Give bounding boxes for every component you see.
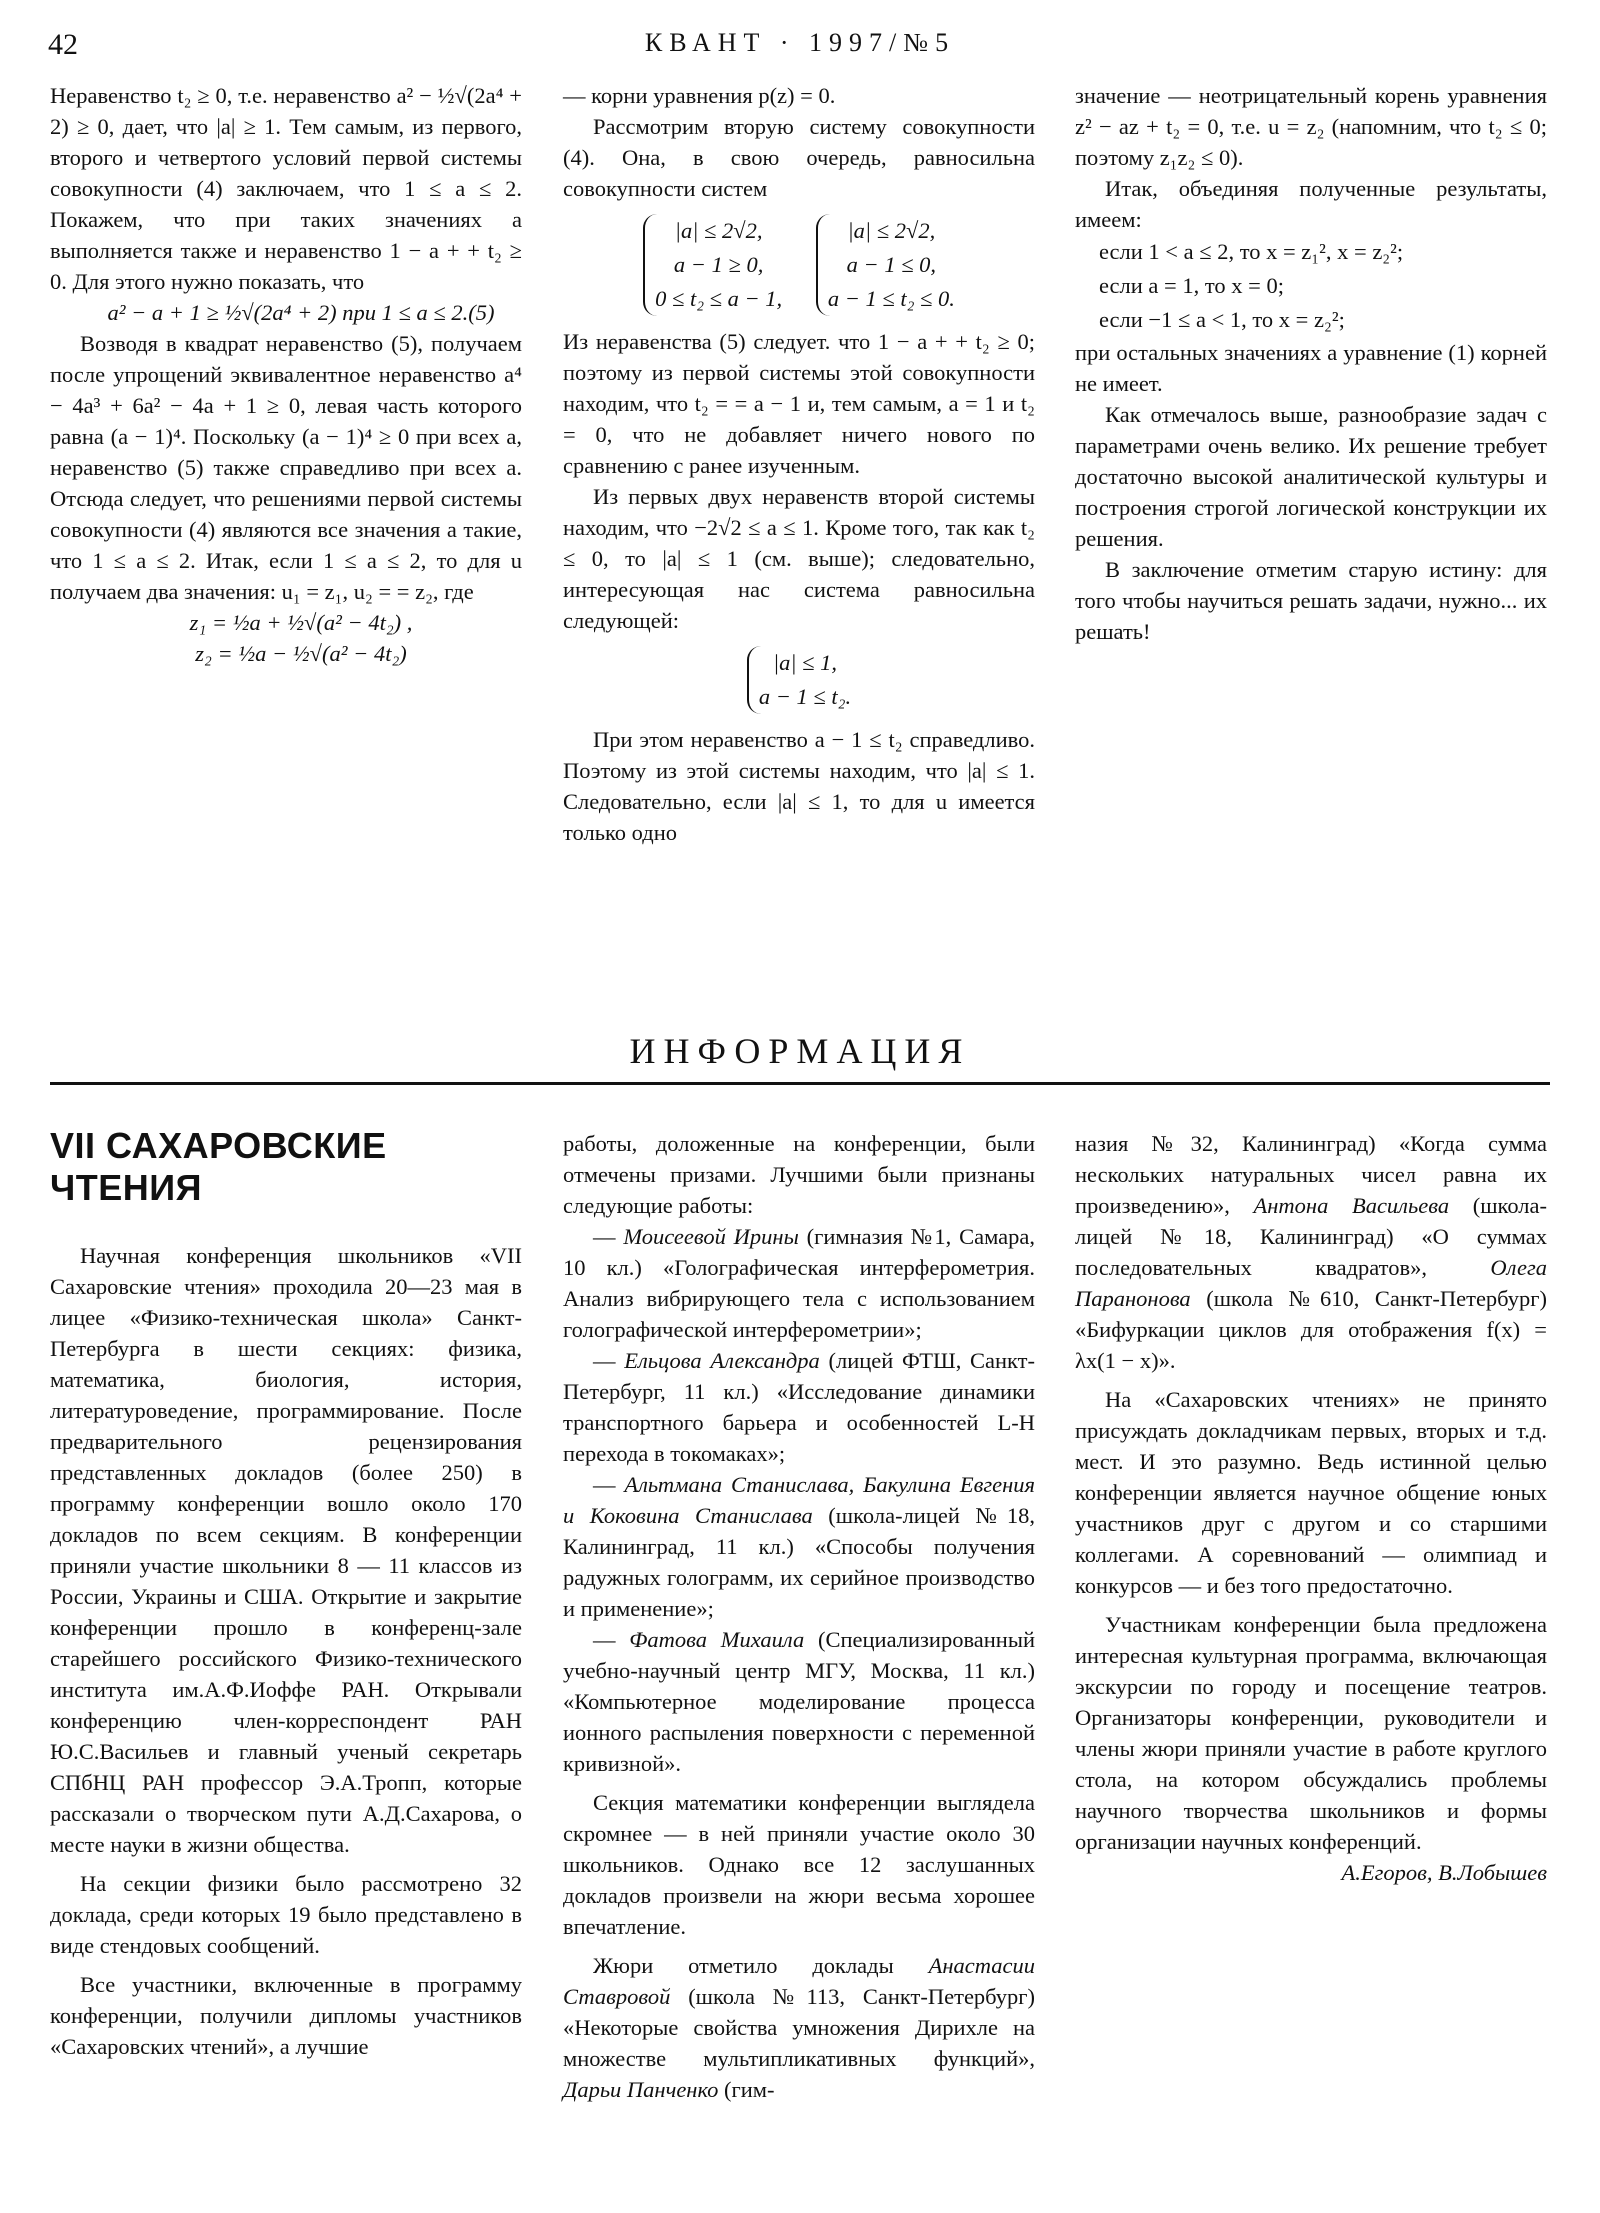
paragraph: — корни уравнения p(z) = 0. (563, 83, 836, 108)
system-line: |a| ≤ 1, (772, 650, 838, 675)
upper-column-1 (50, 80, 522, 669)
equation-system (643, 214, 782, 316)
case-line: если −1 ≤ a < 1, то x = z₂²; (1099, 307, 1345, 332)
text-run: (гим- (718, 2077, 775, 2102)
system-line: a − 1 ≤ 0, (846, 252, 937, 277)
paragraph: при остальных значениях a уравнение (1) корней не имеет. (1075, 340, 1547, 396)
paragraph: На секции физики было рассмотрено 32 доклада, среди которых 19 было представлено в виде стендовых сообщений. (50, 1871, 522, 1958)
paragraph (563, 1950, 1035, 2105)
award-entry: — Моисеевой Ирины (гимназия №1, Самара, 10 кл.) «Голографическая интерферометрия. Анализ вибрирующего тела с использованием голографической интерферометрии»; (563, 1224, 1035, 1342)
system-line: a − 1 ≥ 0, (673, 252, 764, 277)
award-entry: — Альтмана Станислава, Бакулина Евгения и Коковина Станислава (школа-лицей №18, Калининград, 11 кл.) «Способы получения радужных голограмм, их серийное производство и применение»; (563, 1472, 1036, 1621)
paragraph: Из неравенства (5) следует. что 1 − a + + t₂ ≥ 0; поэтому из первой системы этой совокупности находим, что t₂ = = a − 1 и, тем самым, a = 1 и t₂ = 0, что не добавляет ничего нового по сравнению с ранее изученным. (563, 329, 1035, 478)
system-line: |a| ≤ 2√2, (847, 218, 936, 243)
author-name: Олега Паранонова (1075, 1255, 1547, 1311)
system-line: a − 1 ≤ t₂. (758, 684, 852, 709)
author-name: Антона Васильева (1253, 1193, 1450, 1218)
system-line: a − 1 ≤ t₂ ≤ 0. (827, 286, 955, 311)
upper-column-2 (563, 80, 1035, 848)
formula: a² − a + 1 ≥ ½√(2a⁴ + 2) при 1 ≤ a ≤ 2.(5) (107, 300, 495, 325)
paragraph (1075, 1128, 1547, 1376)
award-entry: — Ельцова Александра (лицей ФТШ, Санкт-Петербург, 11 кл.) «Исследование динамики транспортного барьера и особенностей L-H перехода в токомаках»; (563, 1348, 1036, 1466)
article-column-2 (563, 1128, 1035, 2105)
article-heading (50, 1125, 490, 1209)
running-head: КВАНТ · 1997/№5 (644, 28, 956, 57)
paragraph: Неравенство t₂ ≥ 0, т.е. неравенство a² − ½√(2a⁴ + 2) ≥ 0, дает, что |a| ≥ 1. Тем самым, из первого, второго и четвертого условий первой системы совокупности (4) заключаем, что 1 ≤ a ≤ 2. Покажем, что при таких значениях a выполняется также и неравенство 1 − a + + t₂ ≥ 0. Для этого нужно показать, что (50, 83, 522, 294)
equation-system-wrapper (563, 646, 1035, 714)
award-text: (школа-лицей №18, Калининград, 11 кл.) «Способы получения радужных голограмм, их серийное производство и применение»; (563, 1503, 1035, 1621)
paragraph: работы, доложенные на конференции, были отмечены призами. Лучшими были признаны следующие работы: (563, 1131, 1035, 1218)
paragraph: Участникам конференции была предложена интересная культурная программа, включающая экскурсии по городу и посещение театров. Организаторы конференции, руководители и члены жюри приняли участие в работе круглого стола, на котором обсуждались проблемы научного творчества школьников и формы организации научных конференций. (1075, 1612, 1547, 1854)
article-column-1 (50, 1240, 522, 2062)
system-of-systems (563, 214, 1035, 316)
author-name: Фатова Михаила (629, 1627, 805, 1652)
paragraph: Все участники, включенные в программу конференции, получили дипломы участников «Сахаровских чтений», а лучшие (50, 1972, 522, 2059)
award-text: (гимназия №1, Самара, 10 кл.) «Голографическая интерферометрия. Анализ вибрирующего тела с использованием голографической интерферометрии»; (563, 1224, 1035, 1342)
award-entry: — Фатова Михаила (Специализированный учебно-научный центр МГУ, Москва, 11 кл.) «Компьютерное моделирование процесса ионного распыления поверхности с переменной кривизной». (563, 1627, 1036, 1776)
paragraph: Из первых двух неравенств второй системы находим, что −2√2 ≤ a ≤ 1. Кроме того, так как t₂ ≤ 0, то |a| ≤ 1 (см. выше); следовательно, интересующая нас система равносильна следующей: (563, 484, 1035, 633)
formula: z₁ = ½a + ½√(a² − 4t₂) , (189, 610, 413, 635)
section-divider (50, 1082, 1550, 1085)
paragraph: Как отмечалось выше, разнообразие задач с параметрами очень велико. Их решение требует достаточно высокой аналитической культуры и построения строгой логической конструкции их решения. (1075, 402, 1547, 551)
article-column-3 (1075, 1128, 1547, 1888)
system-line: |a| ≤ 2√2, (674, 218, 763, 243)
page-number: 42 (48, 28, 78, 61)
award-text: (лицей ФТШ, Санкт-Петербург, 11 кл.) «Исследование динамики транспортного барьера и особенностей L-H перехода в токомаках»; (563, 1348, 1036, 1466)
paragraph: значение — неотрицательный корень уравнения z² − az + t₂ = 0, т.е. u = z₂ (напомним, что t₂ ≤ 0; поэтому z₁z₂ ≤ 0). (1075, 83, 1547, 170)
article-heading-line: ЧТЕНИЯ (50, 1167, 203, 1208)
system-line: 0 ≤ t₂ ≤ a − 1, (655, 286, 783, 311)
text-run: (школа №113, Санкт-Петербург) «Некоторые свойства умножения Дирихле на множестве мультипликативных функций», (563, 1984, 1035, 2071)
author-name: Анастасии Ставровой (563, 1953, 1035, 2009)
paragraph: На «Сахаровских чтениях» не принято присуждать докладчикам первых, вторых и т.д. мест. И это разумно. Ведь истинной целью конференции является научное общение юных участников друг с другом и со старшими коллегами. А соревнований — олимпиад и конкурсов — и без того предостаточно. (1075, 1387, 1547, 1598)
text-run: назия №32, Калининград) «Когда сумма нескольких натуральных чисел равна их произведению», (1075, 1131, 1547, 1218)
text-run: (школа №610, Санкт-Петербург) «Бифуркации циклов для отображения f(x) = λx(1 − x)». (1075, 1286, 1547, 1373)
formula: z₂ = ½a − ½√(a² − 4t₂) (195, 641, 407, 666)
case-line: если 1 < a ≤ 2, то x = z₁², x = z₂²; (1099, 239, 1404, 264)
signature: А.Егоров, В.Лобышев (1341, 1860, 1547, 1885)
paragraph: Возводя в квадрат неравенство (5), получаем после упрощений эквивалентное неравенство a⁴ − 4a³ + 6a² − 4a + 1 ≥ 0, левая часть которого равна (a − 1)⁴. Поскольку (a − 1)⁴ ≥ 0 при всех a, неравенство (5) также справедливо при всех a. Отсюда следует, что решениями первой системы совокупности (4) являются все значения a такие, что 1 ≤ a ≤ 2. Итак, если 1 ≤ a ≤ 2, то для u получаем два значения: u₁ = z₁, u₂ = = z₂, где (50, 331, 522, 604)
text-run: Жюри отметило доклады (593, 1953, 929, 1978)
paragraph: Рассмотрим вторую систему совокупности (4). Она, в свою очередь, равносильна совокупности систем (563, 114, 1035, 201)
case-list (1075, 235, 1547, 337)
paragraph: При этом неравенство a − 1 ≤ t₂ справедливо. Поэтому из этой системы находим, что |a| ≤ 1. Следовательно, если |a| ≤ 1, то для u имеется только одно (563, 727, 1035, 845)
upper-column-3 (1075, 80, 1547, 647)
equation-system (747, 646, 851, 714)
author-name: Дарьи Панченко (563, 2077, 719, 2102)
award-text: (Специализированный учебно-научный центр МГУ, Москва, 11 кл.) «Компьютерное моделирование процесса ионного распыления поверхности с переменной кривизной». (563, 1627, 1036, 1776)
author-name: Моисеевой Ирины (623, 1224, 799, 1249)
text-run: (школа-лицей №18, Калининград) «О суммах последовательных квадратов», (1075, 1193, 1547, 1280)
article-heading-line: VII САХАРОВСКИЕ (50, 1125, 387, 1166)
case-line: если a = 1, то x = 0; (1099, 273, 1284, 298)
paragraph: Секция математики конференции выглядела скромнее — в ней приняли участие около 30 школьников. Однако все 12 заслушанных докладов произвели на жюри весьма хорошее впечатление. (563, 1790, 1035, 1939)
equation-system (816, 214, 955, 316)
paragraph: Научная конференция школьников «VII Сахаровские чтения» проходила 20—23 мая в лицее «Физико-техническая школа» Санкт-Петербурга в шести секциях: физика, математика, биология, история, литературоведение, программирование. После предварительного рецензирования представленных докладов (более 250) в программу конференции вошло около 170 докладов по всем секциям. В конференции приняли участие школьники 8 — 11 классов из России, Украины и США. Открытие и закрытие конференции прошло в конференц-зале старейшего российского Физико-технического института им.А.Ф.Иоффе РАН. Открывали конференцию член-корреспондент РАН Ю.С.Васильев и главный ученый секретарь СПбНЦ РАН профессор Э.А.Тропп, которые рассказали о творческом пути А.Д.Сахарова, о месте науки в жизни общества. (50, 1243, 522, 1857)
author-name: Альтмана Станислава, Бакулина Евгения и Коковина Станислава (563, 1472, 1036, 1528)
author-name: Ельцова Александра (624, 1348, 820, 1373)
section-title: ИНФОРМАЦИЯ (629, 1031, 971, 1071)
paragraph: В заключение отметим старую истину: для того чтобы научиться решать задачи, нужно... их решать! (1075, 557, 1547, 644)
paragraph: Итак, объединяя полученные результаты, имеем: (1075, 176, 1547, 232)
